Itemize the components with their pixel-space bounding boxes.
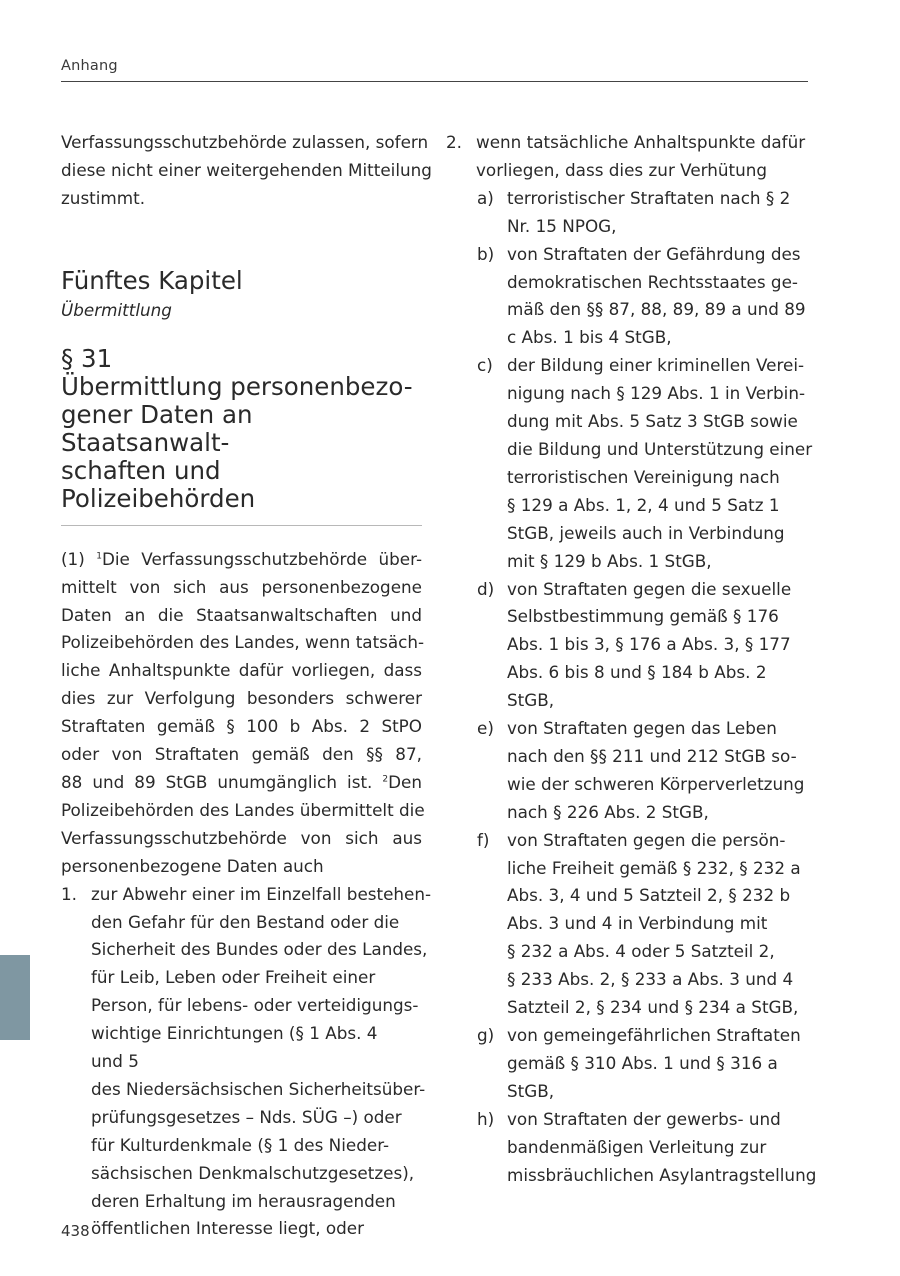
text-line: StGB, bbox=[507, 690, 555, 711]
text-line: Abs. 6 bis 8 und § 184 b Abs. 2 bbox=[507, 662, 767, 683]
text-line: dies zur Verfolgung besonders schwerer bbox=[61, 688, 422, 709]
text-line: missbräuchlichen Asylantragstellung bbox=[507, 1164, 817, 1185]
text-line: StGB, bbox=[507, 1080, 555, 1101]
chapter-title: Fünftes Kapitel bbox=[61, 265, 243, 295]
text-line: Verfassungsschutzbehörde von sich aus bbox=[61, 827, 422, 848]
sub-list-item bbox=[446, 1022, 808, 1106]
text-line: nigung nach § 129 Abs. 1 in Verbin- bbox=[507, 383, 806, 404]
sentence-number: 2 bbox=[382, 774, 389, 785]
running-head: Anhang bbox=[61, 58, 118, 74]
intro-paragraph bbox=[61, 129, 432, 213]
text-line: nach § 226 Abs. 2 StGB, bbox=[507, 801, 709, 822]
text-line: zustimmt. bbox=[61, 187, 146, 208]
text-line: von Straftaten gegen die persön- bbox=[507, 829, 786, 850]
sub-list-label: f) bbox=[477, 829, 490, 850]
sub-list-text bbox=[507, 352, 812, 575]
text-line: gemäß § 310 Abs. 1 und § 316 a bbox=[507, 1052, 778, 1073]
text-line: § 129 a Abs. 1, 2, 4 und 5 Satz 1 bbox=[507, 494, 780, 515]
sub-list-text bbox=[507, 1106, 816, 1190]
text-line: der Bildung einer kriminellen Verei- bbox=[507, 355, 805, 376]
text-line: für Leib, Leben oder Freiheit einer bbox=[91, 967, 376, 988]
text-line bbox=[61, 769, 422, 797]
sub-list-label: d) bbox=[477, 578, 495, 599]
text-line: liche Anhaltspunkte dafür vorliegen, dass bbox=[61, 660, 422, 681]
sub-list-text bbox=[507, 185, 808, 241]
list-item bbox=[61, 881, 432, 1244]
text-line: Satzteil 2, § 234 und § 234 a StGB, bbox=[507, 997, 799, 1018]
left-column bbox=[61, 129, 432, 1243]
sub-list-item bbox=[446, 241, 808, 353]
text-line: Abs. 1 bis 3, § 176 a Abs. 3, § 177 bbox=[507, 634, 791, 655]
text-line: zur Abwehr einer im Einzelfall bestehen- bbox=[91, 883, 432, 904]
text-line: Nr. 15 NPOG, bbox=[507, 215, 617, 236]
text-line: Daten an die Staatsanwaltschaften und bbox=[61, 604, 422, 625]
sub-list-label: e) bbox=[477, 718, 494, 739]
sub-list-label: h) bbox=[477, 1108, 495, 1129]
body-paragraph bbox=[61, 546, 425, 881]
text-line: Verfassungsschutzbehörde zulassen, sofern bbox=[61, 132, 429, 152]
list-item bbox=[446, 129, 808, 185]
text-line: liche Freiheit gemäß § 232, § 232 a bbox=[507, 857, 801, 878]
text-line: und 5 bbox=[91, 1051, 139, 1072]
header-rule bbox=[61, 81, 808, 82]
text-line: vorliegen, dass dies zur Verhütung bbox=[476, 159, 768, 180]
sub-list bbox=[446, 185, 817, 1190]
sub-list-label: a) bbox=[477, 187, 494, 208]
section-rule bbox=[61, 525, 422, 526]
text-line: personenbezogene Daten auch bbox=[61, 855, 324, 876]
text-line: für Kulturdenkmale (§ 1 des Nieder- bbox=[91, 1134, 390, 1155]
text-line: von Straftaten der Gefährdung des bbox=[507, 243, 801, 264]
text-span: 88 und 89 StGB unumgänglich ist. bbox=[61, 771, 383, 792]
sub-list-text bbox=[507, 576, 808, 716]
text-line: prüfungsgesetzes – Nds. SÜG –) oder bbox=[91, 1106, 402, 1127]
text-line: den Gefahr für den Bestand oder die bbox=[91, 911, 400, 932]
text-line: Selbstbestimmung gemäß § 176 bbox=[507, 606, 779, 627]
sub-list-text bbox=[507, 715, 808, 827]
text-span: Den bbox=[388, 771, 422, 792]
subsection-label: (1) bbox=[61, 548, 97, 569]
text-line: mit § 129 b Abs. 1 StGB, bbox=[507, 550, 712, 571]
text-line: § 233 Abs. 2, § 233 a Abs. 3 und 4 bbox=[507, 969, 794, 990]
text-line: Sicherheit des Bundes oder des Landes, bbox=[91, 939, 428, 960]
section-heading bbox=[61, 345, 422, 513]
text-line: des Niedersächsischen Sicherheitsüber- bbox=[91, 1078, 426, 1099]
text-line: Polizeibehörden des Landes übermittelt die bbox=[61, 799, 425, 820]
section-title-line: Übermittlung personenbezo- bbox=[61, 371, 413, 401]
text-line: Abs. 3 und 4 in Verbindung mit bbox=[507, 913, 768, 934]
thumb-index-tab bbox=[0, 955, 30, 1040]
section-title-line: schaften und Polizeibehörden bbox=[61, 455, 256, 513]
text-line: deren Erhaltung im herausragenden bbox=[91, 1190, 396, 1211]
sub-list-item bbox=[446, 1106, 817, 1190]
text-line bbox=[61, 546, 422, 574]
chapter-subtitle: Übermittlung bbox=[61, 299, 172, 320]
sub-list-item bbox=[446, 576, 808, 716]
text-line: mittelt von sich aus personenbezogene bbox=[61, 576, 422, 597]
sub-list-label: c) bbox=[477, 355, 493, 376]
text-line: Abs. 3, 4 und 5 Satzteil 2, § 232 b bbox=[507, 885, 791, 906]
text-line: von Straftaten gegen das Leben bbox=[507, 718, 777, 739]
text-line: demokratischen Rechtsstaates ge- bbox=[507, 271, 798, 292]
sub-list-item bbox=[446, 352, 813, 575]
list-number: 1. bbox=[61, 883, 78, 904]
sub-list-text bbox=[507, 1022, 808, 1106]
list-item-text bbox=[91, 881, 431, 1244]
text-line: oder von Straftaten gemäß den §§ 87, bbox=[61, 744, 422, 765]
text-line: § 232 a Abs. 4 oder 5 Satzteil 2, bbox=[507, 941, 775, 962]
sub-list-item bbox=[446, 715, 808, 827]
sub-list-item bbox=[446, 827, 808, 1022]
text-line: Straftaten gemäß § 100 b Abs. 2 StPO bbox=[61, 716, 422, 737]
text-line: von Straftaten der gewerbs- und bbox=[507, 1108, 781, 1129]
text-line: die Bildung und Unterstützung einer bbox=[507, 438, 813, 459]
text-line: Polizeibehörden des Landes, wenn tatsäch- bbox=[61, 632, 425, 653]
text-line: nach den §§ 211 und 212 StGB so- bbox=[507, 745, 797, 766]
section-number: § 31 bbox=[61, 343, 113, 373]
sub-list-item bbox=[446, 185, 808, 241]
text-line: wie der schweren Körperverletzung bbox=[507, 773, 805, 794]
sub-list-text bbox=[507, 827, 808, 1022]
text-line: sächsischen Denkmalschutzgesetzes), bbox=[91, 1162, 415, 1183]
text-line: diese nicht einer weitergehenden Mitteilung bbox=[61, 159, 432, 180]
sub-list-label: b) bbox=[477, 243, 495, 264]
text-line: StGB, jeweils auch in Verbindung bbox=[507, 522, 785, 543]
text-line: wenn tatsächliche Anhaltspunkte dafür bbox=[476, 132, 806, 152]
text-line: dung mit Abs. 5 Satz 3 StGB sowie bbox=[507, 411, 798, 432]
text-line: von Straftaten gegen die sexuelle bbox=[507, 578, 792, 599]
text-line: öffentlichen Interesse liegt, oder bbox=[91, 1218, 365, 1239]
text-line: c Abs. 1 bis 4 StGB, bbox=[507, 327, 672, 348]
section-title-line: gener Daten an Staatsanwalt- bbox=[61, 399, 253, 457]
text-line: terroristischer Straftaten nach § 2 bbox=[507, 187, 791, 208]
text-line: mäß den §§ 87, 88, 89, 89 a und 89 bbox=[507, 299, 806, 320]
text-line: Person, für lebens- oder verteidigungs- bbox=[91, 995, 419, 1016]
text-line: bandenmäßigen Verleitung zur bbox=[507, 1136, 767, 1157]
text-line: terroristischen Vereinigung nach bbox=[507, 466, 780, 487]
text-line: von gemeingefährlichen Straftaten bbox=[507, 1025, 801, 1045]
sentence-number: 1 bbox=[96, 551, 102, 562]
list-number: 2. bbox=[446, 132, 463, 152]
list-item-text bbox=[476, 129, 808, 185]
sub-list-text bbox=[507, 241, 808, 353]
text-line: wichtige Einrichtungen (§ 1 Abs. 4 bbox=[91, 1023, 378, 1044]
sub-list-label: g) bbox=[477, 1025, 495, 1045]
right-column bbox=[446, 129, 817, 1189]
page-number: 438 bbox=[61, 1222, 90, 1240]
text-span: Die Verfassungsschutzbehörde über- bbox=[101, 548, 423, 569]
